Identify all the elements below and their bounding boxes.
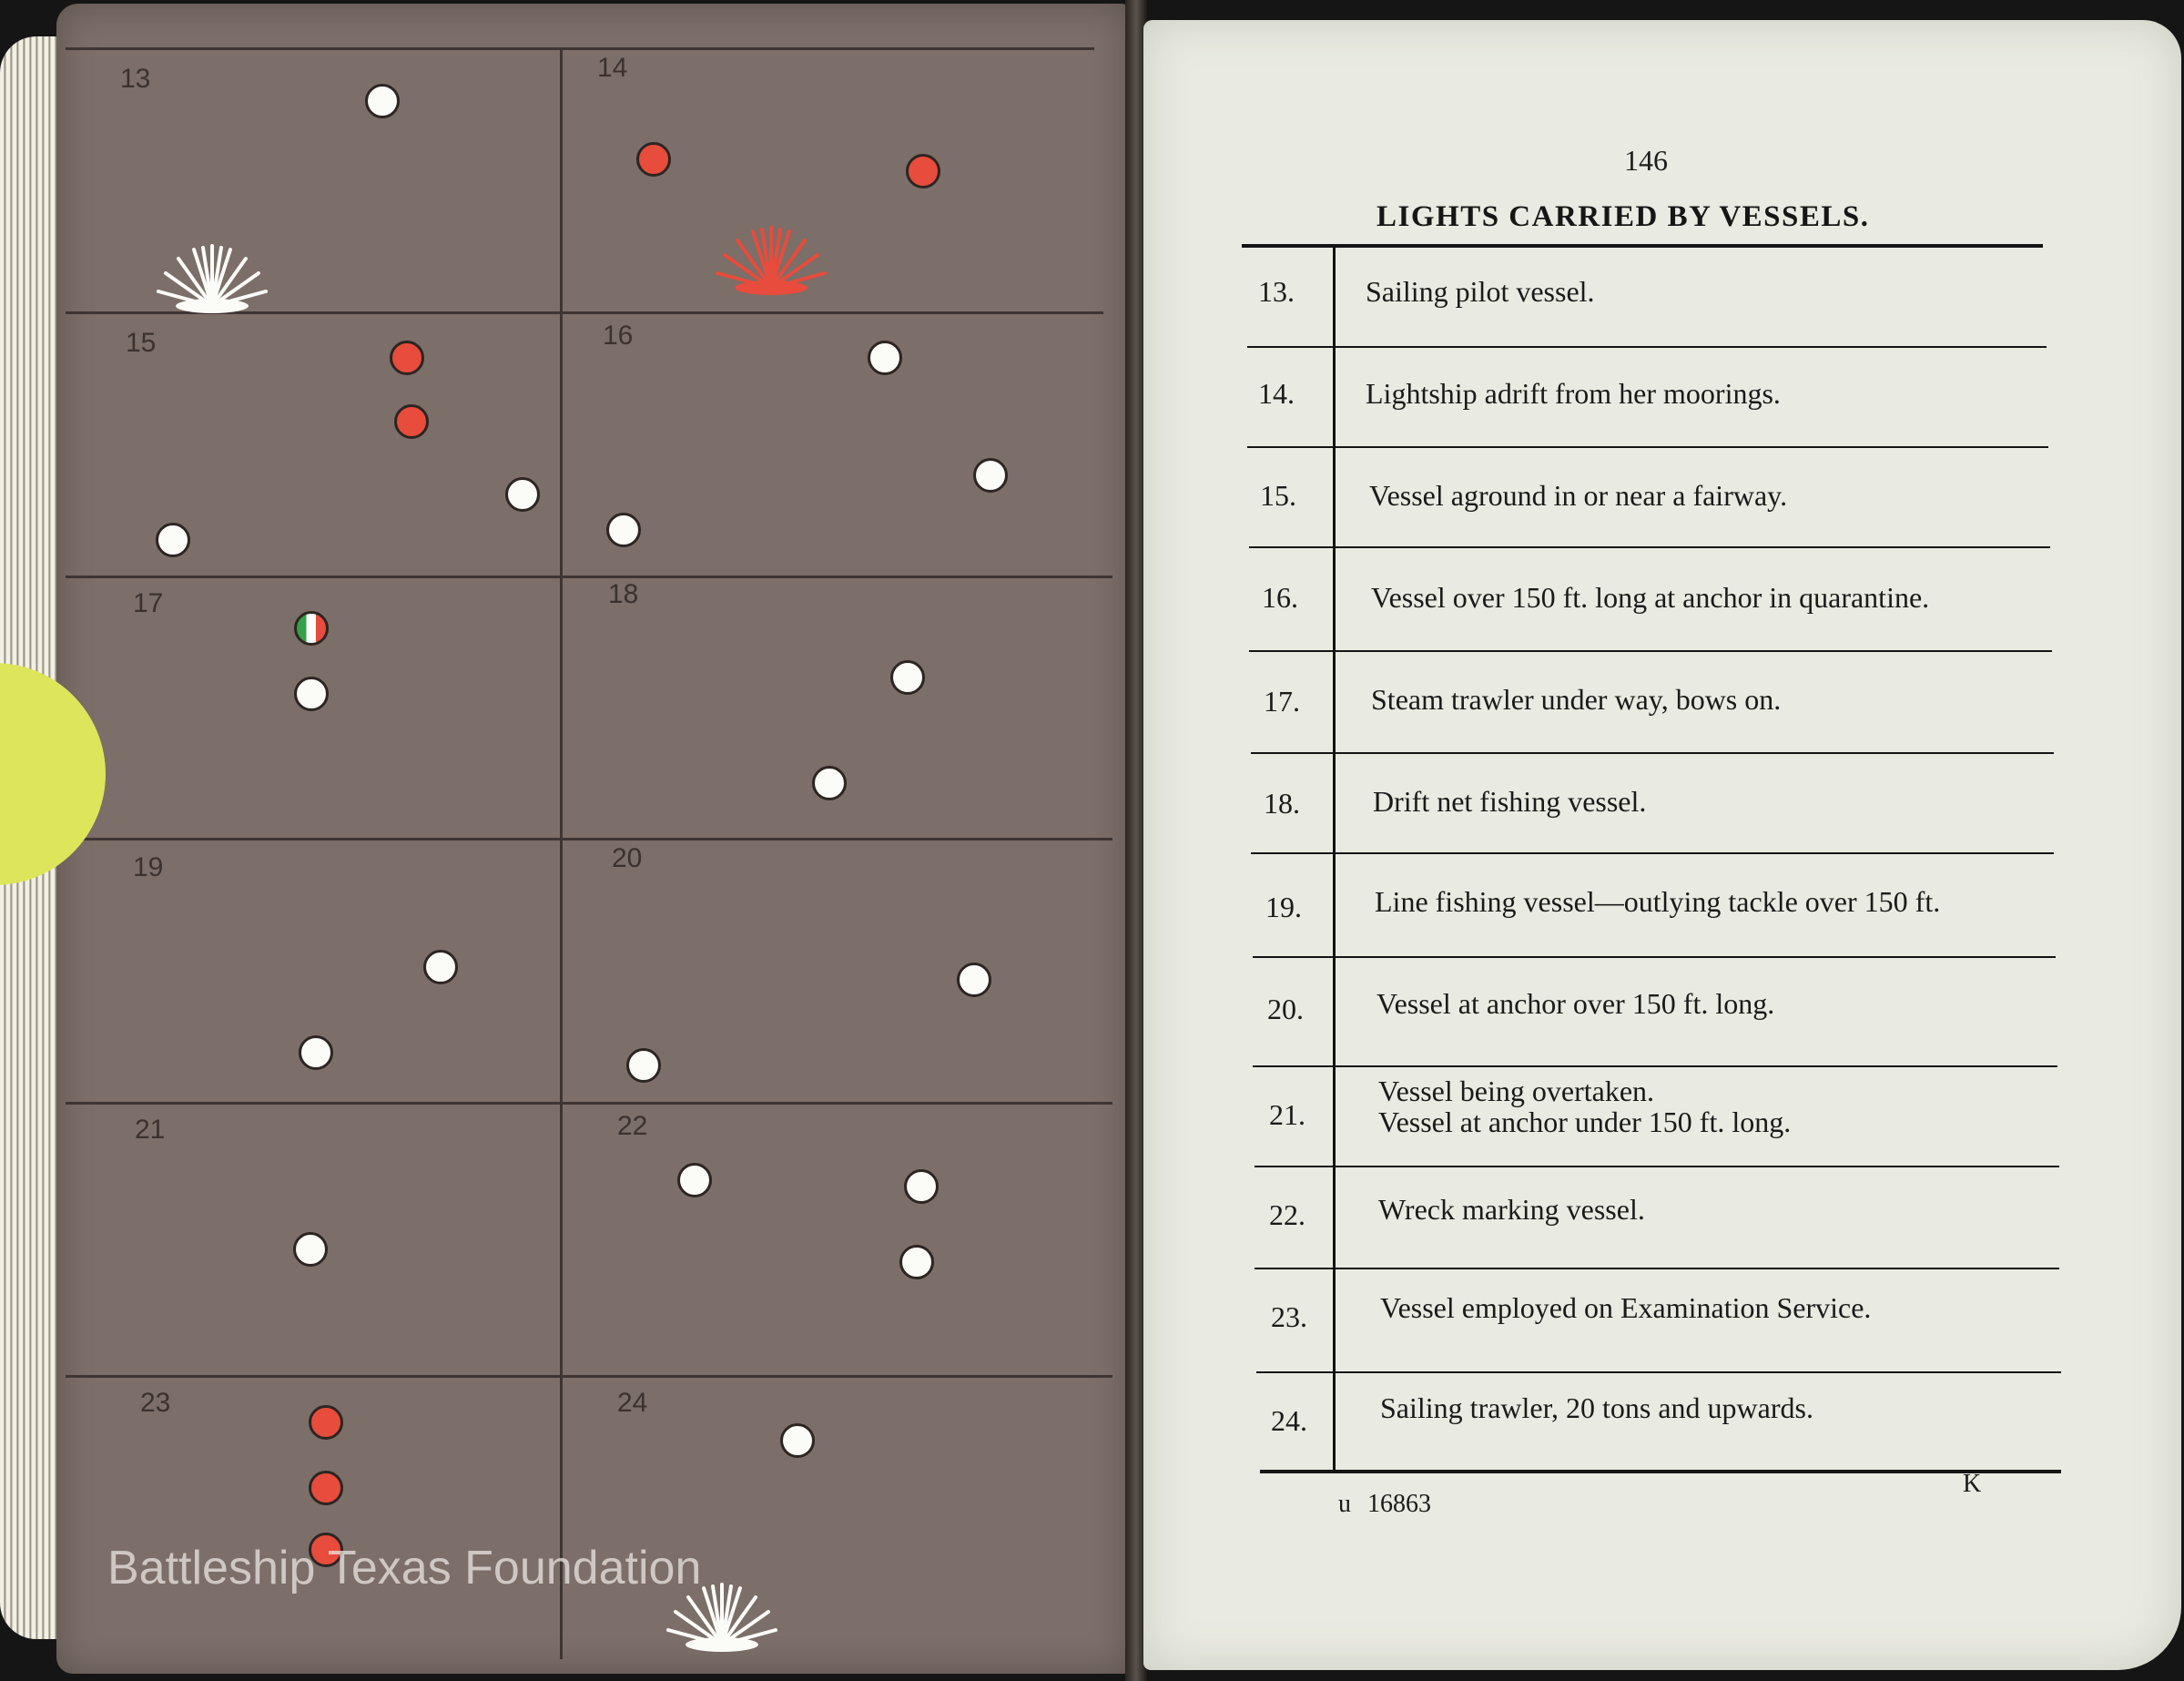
white-light bbox=[957, 963, 991, 997]
grid-line bbox=[560, 47, 563, 1659]
row-number: 24. bbox=[1271, 1404, 1307, 1437]
red-light bbox=[309, 1405, 343, 1440]
table-top-rule bbox=[1242, 244, 2043, 248]
row-rule bbox=[1251, 852, 2054, 854]
page-number: 146 bbox=[1624, 144, 1668, 177]
left-page bbox=[56, 4, 1129, 1674]
row-number: 14. bbox=[1258, 377, 1295, 410]
row-number: 19. bbox=[1265, 891, 1302, 923]
print-code-number: 16863 bbox=[1367, 1490, 1431, 1518]
grid-line bbox=[66, 838, 1112, 840]
red-light bbox=[636, 142, 671, 177]
grid-line bbox=[66, 47, 1094, 50]
row-description: Wreck marking vessel. bbox=[1378, 1193, 1645, 1226]
cell-number-13: 13 bbox=[120, 64, 151, 94]
row-rule bbox=[1253, 956, 2056, 958]
table-bottom-rule bbox=[1260, 1470, 2061, 1473]
red-light bbox=[906, 154, 940, 188]
row-description: Sailing trawler, 20 tons and upwards. bbox=[1380, 1391, 1813, 1424]
white-light bbox=[365, 84, 400, 118]
cell-number-15: 15 bbox=[126, 328, 157, 358]
row-number: 16. bbox=[1262, 581, 1298, 614]
row-rule bbox=[1256, 1371, 2061, 1373]
row-rule bbox=[1249, 650, 2052, 652]
page-title: LIGHTS CARRIED BY VESSELS. bbox=[1376, 200, 1870, 233]
row-number: 17. bbox=[1264, 685, 1300, 718]
table-column-rule bbox=[1333, 246, 1336, 1470]
row-description: Vessel aground in or near a fairway. bbox=[1369, 479, 1788, 512]
row-description: Vessel being overtaken. bbox=[1378, 1075, 1655, 1107]
white-light bbox=[780, 1423, 815, 1458]
white-light bbox=[606, 513, 641, 547]
cell-number-23: 23 bbox=[140, 1388, 171, 1418]
cell-number-16: 16 bbox=[603, 321, 634, 351]
red-light bbox=[309, 1471, 343, 1505]
white-light bbox=[156, 523, 190, 557]
row-number: 20. bbox=[1267, 993, 1304, 1025]
white-light bbox=[868, 341, 902, 375]
row-number: 15. bbox=[1260, 479, 1296, 512]
row-number: 18. bbox=[1264, 787, 1300, 820]
white-light bbox=[505, 477, 540, 512]
grid-line bbox=[66, 1102, 1112, 1105]
red-light bbox=[390, 341, 424, 375]
cell-number-14: 14 bbox=[597, 53, 628, 83]
watermark: Battleship Texas Foundation bbox=[107, 1542, 702, 1594]
print-code bbox=[1338, 1490, 1431, 1519]
row-rule bbox=[1249, 546, 2050, 548]
white-light bbox=[973, 458, 1008, 493]
white-light bbox=[904, 1169, 939, 1204]
cell-number-21: 21 bbox=[135, 1115, 166, 1145]
row-rule bbox=[1247, 446, 2048, 448]
signature-mark: K bbox=[1963, 1470, 1982, 1498]
tricolour-light bbox=[294, 611, 329, 646]
grid-line bbox=[66, 576, 1112, 578]
white-light bbox=[677, 1163, 712, 1197]
red-flare-icon bbox=[712, 219, 830, 295]
white-light bbox=[890, 660, 925, 695]
row-number: 13. bbox=[1258, 275, 1295, 308]
white-light bbox=[299, 1035, 333, 1070]
cell-number-22: 22 bbox=[617, 1111, 648, 1141]
white-light bbox=[293, 1232, 328, 1267]
cell-number-18: 18 bbox=[608, 579, 639, 609]
white-light bbox=[294, 677, 329, 711]
row-rule bbox=[1255, 1268, 2059, 1269]
row-description: Line fishing vessel—outlying tackle over 150 ft. bbox=[1375, 885, 1941, 918]
white-light bbox=[899, 1245, 934, 1279]
row-rule bbox=[1251, 752, 2054, 754]
row-description: Lightship adrift from her moorings. bbox=[1366, 377, 1781, 410]
cell-number-17: 17 bbox=[133, 588, 164, 618]
white-light bbox=[626, 1048, 661, 1083]
row-description: Steam trawler under way, bows on. bbox=[1371, 683, 1782, 716]
row-description: Drift net fishing vessel. bbox=[1373, 785, 1647, 818]
cell-number-24: 24 bbox=[617, 1388, 648, 1418]
row-description: Vessel over 150 ft. long at anchor in quarantine. bbox=[1371, 581, 1930, 614]
grid-line bbox=[66, 1375, 1112, 1378]
row-description-line-2: Vessel at anchor under 150 ft. long. bbox=[1378, 1105, 1792, 1138]
print-code-prefix: u bbox=[1338, 1490, 1351, 1518]
white-light bbox=[812, 766, 847, 800]
red-light bbox=[394, 404, 429, 439]
row-description: Sailing pilot vessel. bbox=[1366, 275, 1595, 308]
white-flare-icon bbox=[153, 237, 271, 313]
row-number: 23. bbox=[1271, 1300, 1307, 1333]
cell-number-19: 19 bbox=[133, 852, 164, 882]
row-rule bbox=[1255, 1166, 2059, 1167]
row-description: Vessel employed on Examination Service. bbox=[1380, 1291, 1872, 1324]
row-rule bbox=[1247, 346, 2047, 348]
white-light bbox=[423, 950, 458, 984]
row-number: 22. bbox=[1269, 1198, 1305, 1231]
cell-number-20: 20 bbox=[612, 843, 643, 873]
row-description: Vessel at anchor over 150 ft. long. bbox=[1376, 987, 1775, 1020]
row-rule bbox=[1253, 1065, 2057, 1067]
row-number: 21. bbox=[1269, 1098, 1305, 1131]
